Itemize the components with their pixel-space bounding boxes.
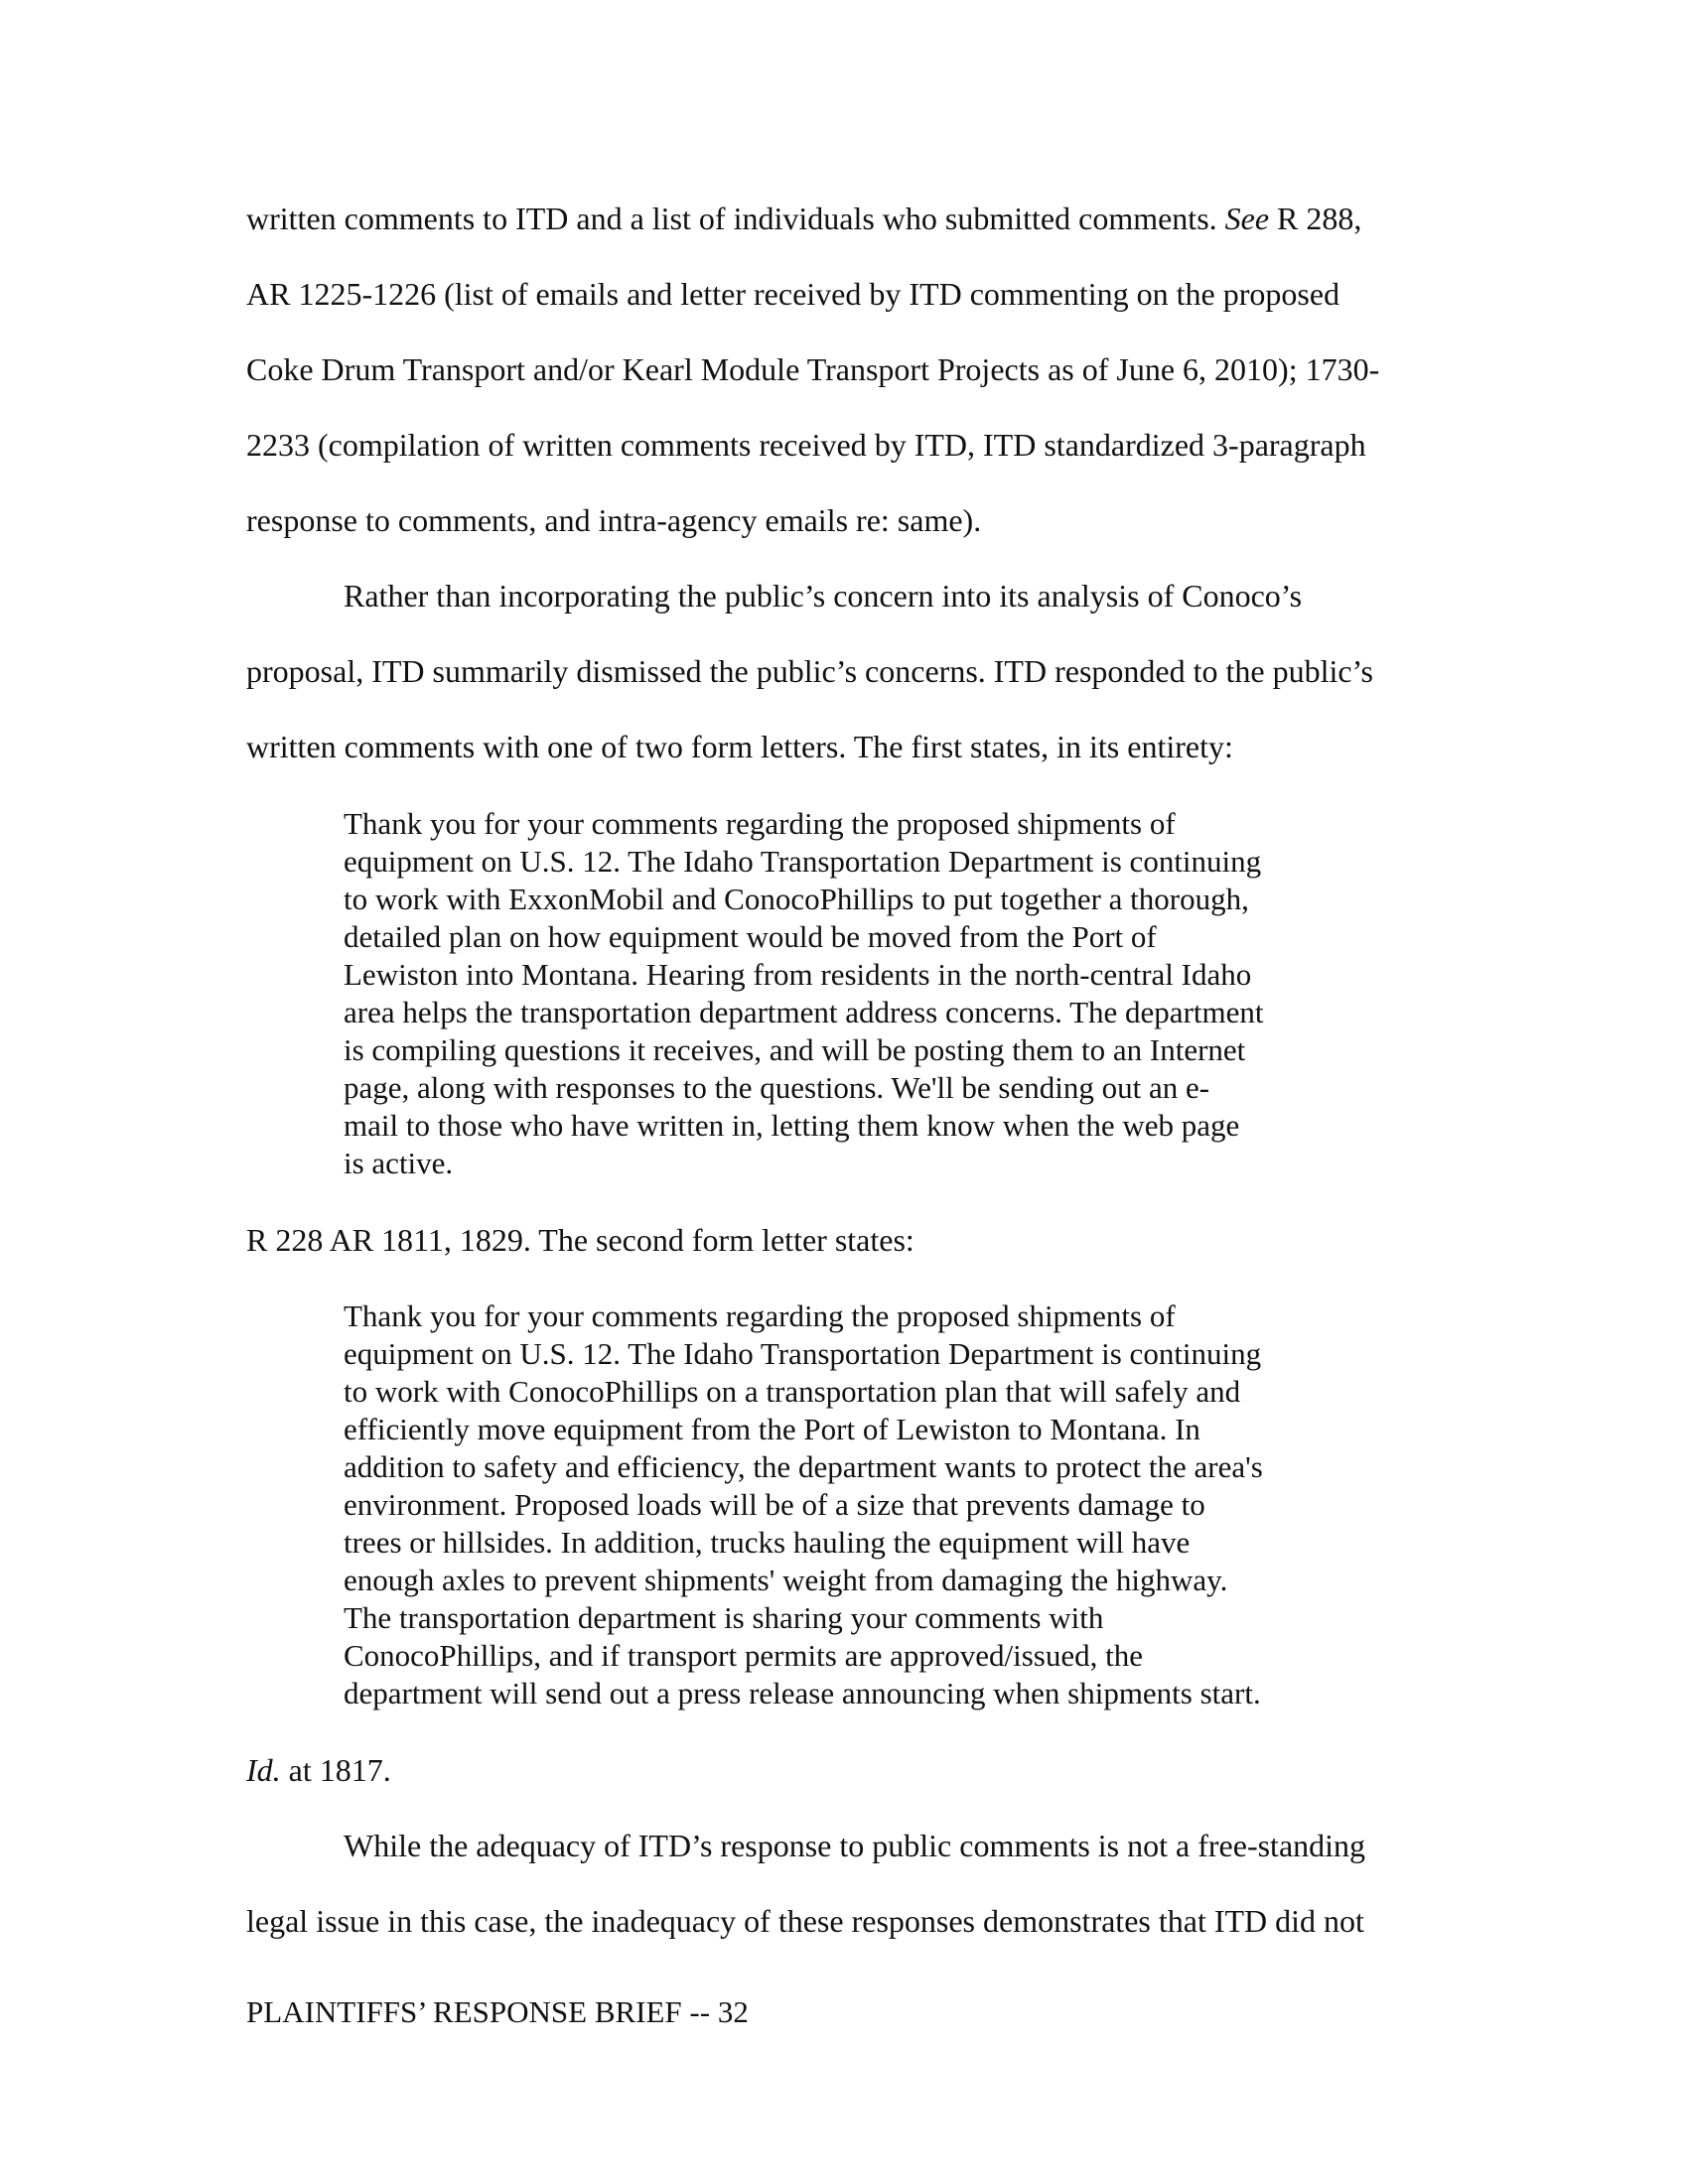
quote-1-line: page, along with responses to the questions. We'll be sending out an e- <box>344 1070 1210 1105</box>
block-quote-2 <box>344 1297 1346 1712</box>
paragraph-1-line-4: 2233 (compilation of written comments received by ITD, ITD standardized 3-paragraph <box>246 427 1366 463</box>
paragraph-1-line-3: Coke Drum Transport and/or Kearl Module Transport Projects as of June 6, 2010); 1730- <box>246 351 1380 387</box>
paragraph-1-line-5: response to comments, and intra-agency emails re: same). <box>246 502 982 538</box>
quote-2-line: trees or hillsides. In addition, trucks hauling the equipment will have <box>344 1525 1191 1560</box>
paragraph-1-line-1 <box>246 199 1361 238</box>
quote-2-line: to work with ConocoPhillips on a transportation plan that will safely and <box>344 1374 1241 1409</box>
quote-2-line: efficiently move equipment from the Port of Lewiston to Montana. In <box>344 1412 1200 1446</box>
quote-2-line: equipment on U.S. 12. The Idaho Transportation Department is continuing <box>344 1336 1262 1371</box>
quote-1-line: to work with ExxonMobil and ConocoPhillips to put together a thorough, <box>344 882 1249 916</box>
paragraph-1-line-1-text-a: written comments to ITD and a list of individuals who submitted comments. <box>246 201 1225 236</box>
paragraph-1-line-2: AR 1225-1226 (list of emails and letter received by ITD commenting on the proposed <box>246 276 1340 312</box>
citation-2-rest: at 1817. <box>280 1752 391 1788</box>
quote-1-line: area helps the transportation department address concerns. The department <box>344 995 1264 1029</box>
paragraph-2-line-2: proposal, ITD summarily dismissed the public’s concerns. ITD responded to the public’s <box>246 653 1373 689</box>
citation-2 <box>246 1750 391 1790</box>
see-signal: See <box>1224 201 1270 236</box>
quote-2-line: environment. Proposed loads will be of a size that prevents damage to <box>344 1487 1205 1522</box>
block-quote-1 <box>344 805 1346 1182</box>
quote-2-line: Thank you for your comments regarding the proposed shipments of <box>344 1298 1176 1333</box>
quote-1-line: detailed plan on how equipment would be moved from the Port of <box>344 919 1157 954</box>
paragraph-1-line-1-text-b: R 288, <box>1269 201 1362 236</box>
paragraph-2-line-3: written comments with one of two form letters. The first states, in its entirety: <box>246 729 1233 764</box>
quote-2-line: The transportation department is sharing your comments with <box>344 1600 1104 1635</box>
quote-1-line: mail to those who have written in, letting them know when the web page <box>344 1108 1240 1143</box>
paragraph-3-line-2: legal issue in this case, the inadequacy of these responses demonstrates that ITD did not <box>246 1903 1364 1939</box>
quote-2-line: addition to safety and efficiency, the department wants to protect the area's <box>344 1449 1263 1484</box>
quote-1-line: equipment on U.S. 12. The Idaho Transportation Department is continuing <box>344 844 1262 879</box>
quote-2-line: ConocoPhillips, and if transport permits are approved/issued, the <box>344 1638 1143 1673</box>
citation-1: R 228 AR 1811, 1829. The second form letter states: <box>246 1222 914 1258</box>
quote-1-line: Lewiston into Montana. Hearing from residents in the north-central Idaho <box>344 957 1252 992</box>
paragraph-3-line-1: While the adequacy of ITD’s response to public comments is not a free-standing <box>344 1828 1366 1863</box>
quote-1-line: Thank you for your comments regarding the proposed shipments of <box>344 806 1176 841</box>
quote-2-line: department will send out a press release announcing when shipments start. <box>344 1676 1261 1710</box>
paragraph-2-line-1: Rather than incorporating the public’s concern into its analysis of Conoco’s <box>344 578 1303 614</box>
quote-2-line: enough axles to prevent shipments' weight from damaging the highway. <box>344 1563 1228 1597</box>
page-footer: PLAINTIFFS’ RESPONSE BRIEF -- 32 <box>246 1994 749 2029</box>
quote-1-line: is active. <box>344 1146 454 1180</box>
id-signal: Id. <box>246 1752 281 1788</box>
quote-1-line: is compiling questions it receives, and will be posting them to an Internet <box>344 1032 1246 1067</box>
